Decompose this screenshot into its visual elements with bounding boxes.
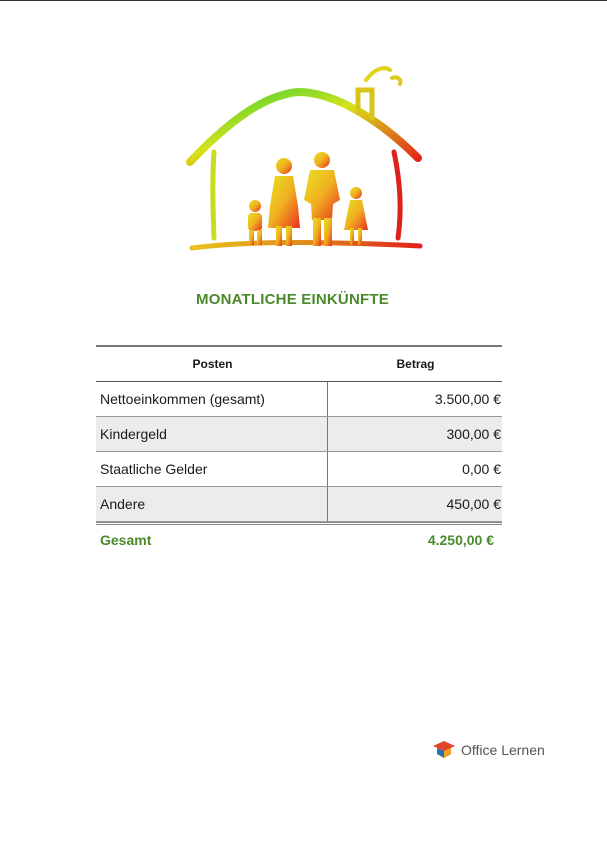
header-amount: Betrag [396,357,435,371]
total-amount: 4.250,00 € [427,532,494,548]
row-item: Kindergeld [96,417,328,451]
table-row [96,487,502,522]
row-item: Andere [96,487,328,521]
table-row [96,452,502,487]
graduation-cap-icon [432,740,456,760]
total-label: Gesamt [100,532,152,548]
row-item: Staatliche Gelder [96,452,328,486]
brand-name: Office Lernen [461,742,545,758]
family-house-logo [180,60,430,260]
brand-logo [432,740,545,760]
table-row [96,417,502,452]
row-amount: 300,00 € [446,426,501,442]
total-row [96,525,502,555]
row-item: Nettoeinkommen (gesamt) [96,382,328,416]
row-amount: 0,00 € [462,461,501,477]
row-amount: 3.500,00 € [434,391,501,407]
table-row [96,382,502,417]
page-title: MONATLICHE EINKÜNFTE [196,291,389,308]
table-header [96,345,502,382]
page-top-border [0,0,607,1]
income-table [96,345,502,555]
header-item: Posten [192,357,233,371]
row-amount: 450,00 € [446,496,501,512]
